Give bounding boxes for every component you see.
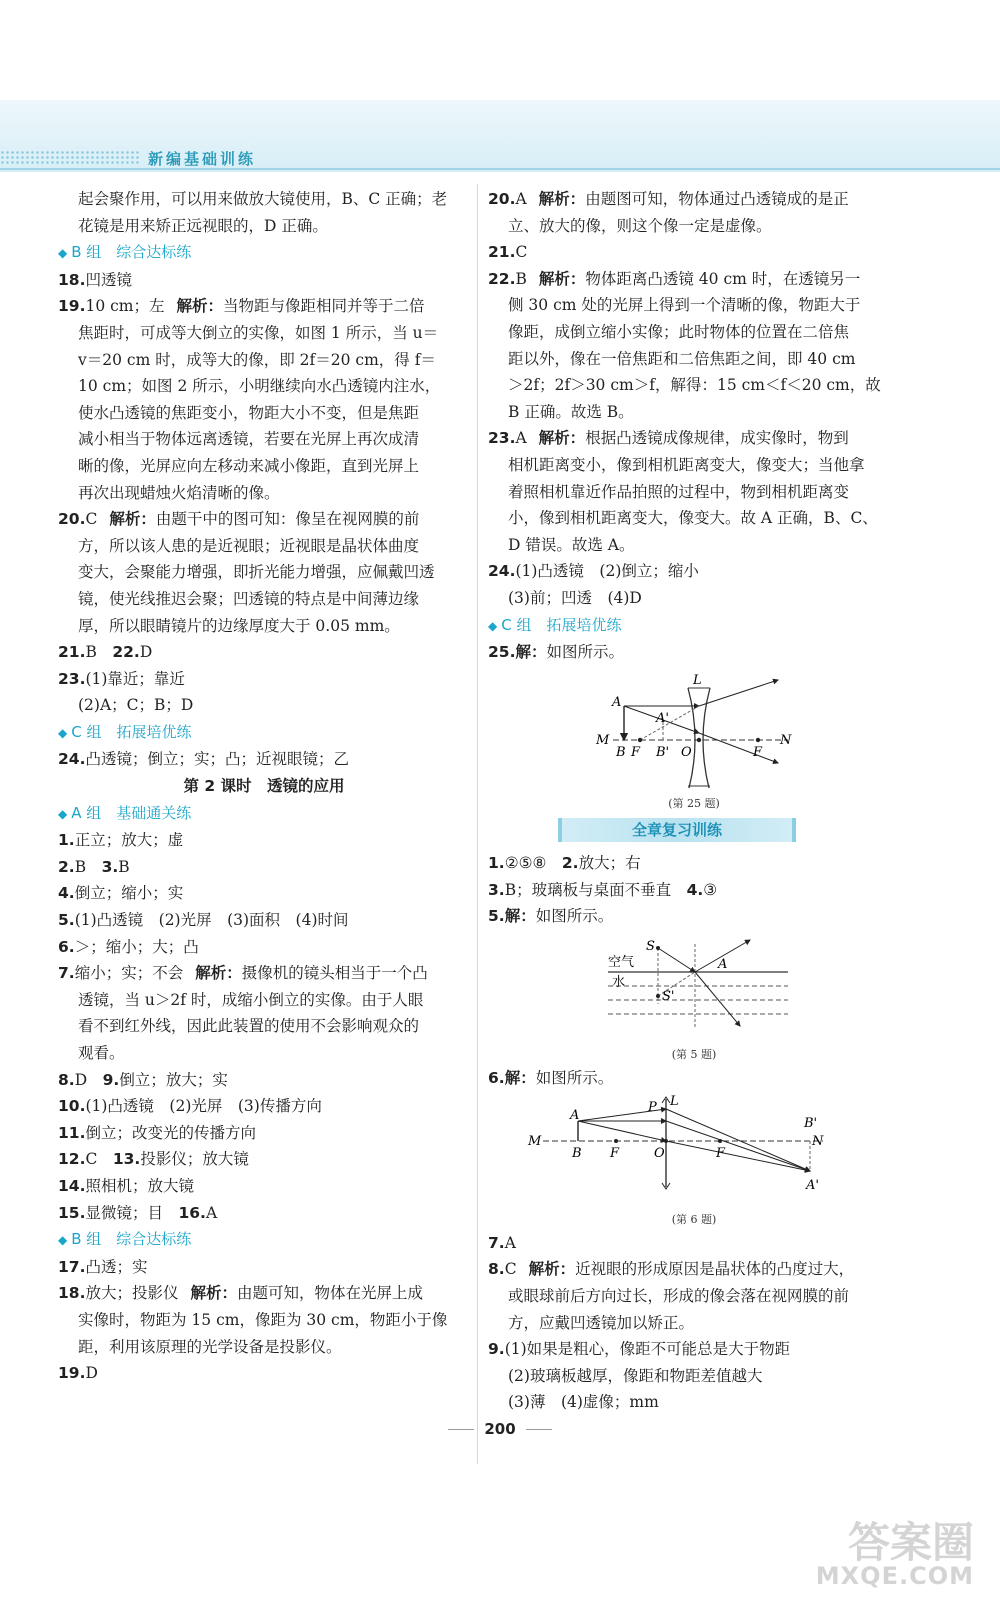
answer-text: ③ bbox=[703, 880, 718, 899]
answer-text: 距以外，像在一倍焦距和二倍焦距之间，即 40 cm bbox=[508, 349, 856, 368]
answer-text: 减小相当于物体远离透镜，若要在光屏上再次成清 bbox=[78, 430, 420, 449]
label-A: A bbox=[570, 1108, 580, 1124]
label-air: 空气 bbox=[608, 955, 635, 971]
chapter-review-banner: 全章复习训练 bbox=[558, 818, 796, 842]
group-heading-text: B 组 综合达标练 bbox=[71, 243, 192, 262]
answer-text: (1)凸透镜 (2)倒立；缩小 bbox=[515, 562, 699, 581]
label-A-prime: A' bbox=[806, 1178, 819, 1194]
answer-text: 镜，使光线推迟会聚；凹透镜的特点是中间薄边缘 bbox=[78, 589, 420, 608]
answer-line bbox=[58, 666, 470, 693]
label-B: B bbox=[616, 744, 626, 760]
question-number: 14. bbox=[58, 1176, 86, 1195]
answer-line bbox=[58, 1200, 470, 1227]
analysis-label: 解析： bbox=[190, 1284, 237, 1303]
answer-line bbox=[488, 213, 900, 240]
page-number: 200 bbox=[0, 1420, 1000, 1438]
answer-text: C bbox=[85, 1150, 113, 1169]
analysis-label: 解析： bbox=[528, 1260, 576, 1279]
question-number: 22. bbox=[112, 643, 140, 662]
answer-text: 着照相机靠近作品拍照的过程中，物到相机距离变 bbox=[508, 482, 850, 501]
answer-line bbox=[488, 505, 900, 532]
answer-text: A bbox=[515, 429, 527, 448]
analysis-label: 解析： bbox=[538, 269, 586, 288]
answer-line bbox=[488, 877, 900, 904]
answer-line bbox=[58, 186, 470, 213]
section-title: 第 2 课时 透镜的应用 bbox=[183, 777, 345, 796]
answer-text: B 正确。故选 B。 bbox=[508, 402, 634, 421]
question-number: 7. bbox=[488, 1233, 505, 1252]
answer-line bbox=[58, 854, 470, 881]
answer-line bbox=[58, 480, 470, 507]
question-number: 2. bbox=[58, 857, 75, 876]
answer-text: 放大；投影仪 bbox=[85, 1284, 179, 1303]
figure-6 bbox=[488, 1095, 900, 1228]
answer-text: (1)如果是粗心，像距不可能总是大于物距 bbox=[504, 1340, 791, 1359]
label-B-prime: B' bbox=[656, 744, 670, 760]
analysis-label: 解析： bbox=[109, 510, 156, 529]
figure-caption: (第 25 题) bbox=[668, 797, 720, 811]
label-L: L bbox=[670, 1095, 679, 1110]
answer-line bbox=[58, 1013, 470, 1040]
answer-text: v＝20 cm 时，成等大的像，即 2f＝20 cm，得 f＝ bbox=[78, 350, 436, 369]
answer-line bbox=[58, 293, 470, 320]
answer-text: (1)靠近；靠近 bbox=[85, 669, 185, 688]
question-number: 1. bbox=[488, 854, 505, 873]
answer-line bbox=[488, 532, 900, 559]
answer-line bbox=[488, 1283, 900, 1310]
question-number: 20. bbox=[58, 510, 86, 529]
answer-text: 看不到红外线，因此此装置的使用不会影响观众的 bbox=[78, 1017, 420, 1036]
label-S: S bbox=[646, 939, 655, 955]
answer-text: 像距，成倒立缩小实像；此时物体的位置在二倍焦 bbox=[508, 322, 850, 341]
group-heading bbox=[58, 800, 470, 828]
question-number: 22. bbox=[488, 269, 516, 288]
analysis-text: 物体距离凸透镜 40 cm 时，在透镜另一 bbox=[585, 269, 861, 288]
label-A: A bbox=[718, 957, 728, 973]
label-P: P bbox=[648, 1100, 657, 1116]
answer-line bbox=[58, 1120, 470, 1147]
figure-caption: (第 6 题) bbox=[671, 1212, 717, 1226]
answer-text: 透镜，当 u＞2f 时，成缩小倒立的实像。由于人眼 bbox=[78, 990, 424, 1009]
question-number: 18. bbox=[58, 1284, 86, 1303]
question-number: 18. bbox=[58, 270, 86, 289]
question-number: 16. bbox=[178, 1203, 206, 1222]
label-water: 水 bbox=[612, 975, 626, 991]
answer-text: A bbox=[515, 190, 527, 208]
answer-text: C bbox=[515, 243, 528, 262]
answer-text: 或眼球前后方向过长，形成的像会落在视网膜的前 bbox=[508, 1287, 850, 1306]
answer-text: D 错误。故选 A。 bbox=[508, 535, 635, 554]
answer-text: 变大，会聚能力增强，即折光能力增强，应佩戴凹透 bbox=[78, 563, 435, 582]
answer-line bbox=[488, 266, 900, 293]
answer-line bbox=[58, 987, 470, 1014]
answer-line bbox=[58, 1254, 470, 1281]
question-number: 17. bbox=[58, 1257, 86, 1276]
answer-line bbox=[58, 1040, 470, 1067]
answer-line bbox=[58, 267, 470, 294]
watermark-logo: 答案圈 bbox=[847, 1518, 974, 1567]
answer-text: 10 cm；左 bbox=[85, 297, 165, 316]
question-number: 7. bbox=[58, 964, 75, 983]
answer-line bbox=[58, 559, 470, 586]
question-number: 8. bbox=[488, 1260, 505, 1279]
label-M: M bbox=[528, 1134, 542, 1150]
answer-line bbox=[488, 558, 900, 585]
answer-text: 照相机；放大镜 bbox=[85, 1176, 194, 1195]
answer-text: D bbox=[85, 1364, 98, 1383]
analysis-text: 近视眼的形成原因是晶状体的凸度过大， bbox=[575, 1260, 855, 1279]
answer-line bbox=[58, 453, 470, 480]
answer-text: 解： bbox=[504, 1068, 536, 1087]
label-O: O bbox=[681, 744, 692, 760]
analysis-label: 解析： bbox=[195, 964, 242, 983]
question-number: 5. bbox=[58, 911, 75, 930]
answer-line bbox=[58, 1146, 470, 1173]
answer-text: B bbox=[118, 857, 130, 876]
answer-line bbox=[58, 934, 470, 961]
label-F-left: F bbox=[610, 1146, 620, 1162]
diamond-icon: ◆ bbox=[58, 725, 68, 740]
analysis-text: 摄像机的镜头相当于一个凸 bbox=[241, 964, 428, 983]
group-heading-text: C 组 拓展培优练 bbox=[501, 615, 622, 634]
question-number: 2. bbox=[561, 854, 579, 873]
answer-text: D bbox=[74, 1070, 103, 1089]
diamond-icon: ◆ bbox=[58, 246, 68, 261]
answer-text: 解： bbox=[515, 643, 547, 662]
answer-text: 相机距离变小，像到相机距离变大，像变大；当他拿 bbox=[508, 455, 865, 474]
answer-line bbox=[58, 1360, 470, 1387]
label-S-prime: S' bbox=[662, 989, 675, 1005]
answer-line bbox=[488, 292, 900, 319]
answer-line bbox=[488, 425, 900, 452]
figure-5 bbox=[488, 934, 900, 1063]
question-number: 23. bbox=[58, 669, 86, 688]
answer-line bbox=[488, 239, 900, 266]
answer-line bbox=[488, 186, 900, 213]
answer-line bbox=[58, 1093, 470, 1120]
answer-text: 焦距时，可成等大倒立的实像，如图 1 所示，当 u＝ bbox=[78, 323, 439, 342]
label-B-prime: B' bbox=[804, 1116, 818, 1132]
group-heading bbox=[58, 719, 470, 747]
answer-line bbox=[58, 347, 470, 374]
analysis-text: 由题图可知，物体通过凸透镜成的是正 bbox=[585, 190, 849, 208]
answer-line bbox=[58, 1307, 470, 1334]
question-number: 19. bbox=[58, 297, 86, 316]
answer-text: 倒立；放大；实 bbox=[119, 1070, 228, 1089]
question-number: 23. bbox=[488, 429, 516, 448]
answer-line bbox=[58, 426, 470, 453]
diamond-icon: ◆ bbox=[488, 618, 498, 633]
answer-text: A bbox=[205, 1203, 218, 1222]
answer-line bbox=[58, 746, 470, 773]
question-number: 15. bbox=[58, 1203, 86, 1222]
answer-line bbox=[488, 346, 900, 373]
answer-text: 厚，所以眼睛镜片的边缘厚度大于 0.05 mm。 bbox=[78, 616, 400, 635]
label-F-right: F bbox=[753, 744, 763, 760]
answer-line bbox=[488, 1389, 900, 1416]
answer-line bbox=[488, 319, 900, 346]
question-number: 11. bbox=[58, 1123, 86, 1142]
answer-line bbox=[488, 1230, 900, 1257]
question-number: 21. bbox=[488, 243, 516, 262]
label-M: M bbox=[596, 732, 610, 748]
answer-line bbox=[58, 639, 470, 666]
answer-line bbox=[488, 479, 900, 506]
question-number: 6. bbox=[488, 1068, 505, 1087]
figure-caption: (第 5 题) bbox=[671, 1047, 717, 1061]
answer-line bbox=[58, 907, 470, 934]
answer-line bbox=[58, 692, 470, 719]
answer-text: C bbox=[504, 1260, 517, 1279]
header-title: 新编基础训练 bbox=[148, 150, 257, 168]
answer-line bbox=[58, 373, 470, 400]
question-number: 24. bbox=[58, 750, 86, 769]
question-number: 3. bbox=[101, 857, 119, 876]
answer-line bbox=[488, 1256, 900, 1283]
answer-line bbox=[58, 1280, 470, 1307]
question-number: 5. bbox=[488, 907, 505, 926]
question-number: 19. bbox=[58, 1364, 86, 1383]
answer-text: (1)凸透镜 (2)光屏 (3)传播方向 bbox=[85, 1097, 322, 1116]
analysis-label: 解析： bbox=[538, 190, 586, 208]
answer-line bbox=[58, 880, 470, 907]
answer-text: (2)A；C；B；D bbox=[78, 696, 194, 715]
group-heading-text: C 组 拓展培优练 bbox=[71, 722, 192, 741]
group-heading bbox=[58, 239, 470, 267]
label-N: N bbox=[780, 732, 792, 748]
answer-text: (2)玻璃板越厚，像距和物距差值越大 bbox=[508, 1366, 763, 1385]
answer-line bbox=[488, 903, 900, 930]
answer-line bbox=[58, 1173, 470, 1200]
answer-text: 小，像到相机距离变大，像变大。故 A 正确，B、C、 bbox=[508, 509, 878, 528]
analysis-text: 由题可知，物体在光屏上成 bbox=[237, 1284, 424, 1303]
answer-line bbox=[58, 213, 470, 240]
question-number: 9. bbox=[102, 1070, 120, 1089]
figure-25 bbox=[488, 670, 900, 813]
answer-line bbox=[488, 1065, 900, 1092]
answer-text: 观看。 bbox=[78, 1044, 125, 1062]
answer-text: C bbox=[85, 510, 98, 529]
question-number: 8. bbox=[58, 1070, 75, 1089]
label-B: B bbox=[572, 1146, 582, 1162]
group-heading-text: A 组 基础通关练 bbox=[71, 803, 192, 822]
question-number: 1. bbox=[58, 831, 75, 850]
answer-line bbox=[488, 639, 900, 666]
label-A-prime: A' bbox=[656, 710, 669, 726]
analysis-text: 由题干中的图可知：像呈在视网膜的前 bbox=[155, 510, 420, 529]
answer-text: B bbox=[74, 857, 102, 876]
answer-line bbox=[58, 1334, 470, 1361]
question-number: 20. bbox=[488, 190, 516, 208]
answer-text: 倒立；改变光的传播方向 bbox=[85, 1123, 256, 1142]
answer-line bbox=[58, 506, 470, 533]
question-number: 10. bbox=[58, 1097, 86, 1116]
answer-text: 距，利用该原理的光学设备是投影仪。 bbox=[78, 1337, 342, 1356]
label-F-right: F bbox=[716, 1146, 726, 1162]
answer-line bbox=[488, 452, 900, 479]
figure-25-diagram bbox=[488, 670, 900, 788]
label-L: L bbox=[693, 672, 702, 688]
answer-text: 显微镜；目 bbox=[85, 1203, 179, 1222]
answer-text: B bbox=[85, 643, 113, 662]
answer-text: 再次出现蜡烛火焰清晰的像。 bbox=[78, 483, 280, 502]
answer-text: 10 cm；如图 2 所示，小明继续向水凸透镜内注水， bbox=[78, 377, 441, 396]
analysis-label: 解析： bbox=[538, 429, 586, 448]
answer-text: D bbox=[139, 643, 153, 662]
answer-text: 倒立；缩小；实 bbox=[74, 884, 184, 903]
question-number: 21. bbox=[58, 643, 86, 662]
question-number: 12. bbox=[58, 1150, 86, 1169]
answer-text: ＞2f；2f＞30 cm＞f，解得：15 cm＜f＜20 cm，故 bbox=[508, 376, 881, 395]
answer-text: 使水凸透镜的焦距变小，物距大小不变，但是焦距 bbox=[78, 403, 420, 422]
question-number: 25. bbox=[488, 643, 516, 662]
analysis-label: 解析： bbox=[176, 297, 224, 316]
answer-text: ＞；缩小；大；凸 bbox=[74, 937, 199, 956]
question-number: 3. bbox=[488, 880, 505, 899]
diamond-icon: ◆ bbox=[58, 1233, 68, 1248]
answer-line bbox=[488, 1363, 900, 1390]
answer-text: 方，所以该人患的是近视眼；近视眼是晶状体曲度 bbox=[78, 536, 420, 555]
answer-text: 实像时，物距为 15 cm，像距为 30 cm，物距小于像 bbox=[78, 1310, 448, 1329]
answer-line bbox=[58, 533, 470, 560]
question-number: 13. bbox=[112, 1150, 141, 1169]
answer-text: A bbox=[504, 1233, 516, 1252]
answer-line bbox=[58, 613, 470, 640]
answer-text: (1)凸透镜 (2)光屏 (3)面积 (4)时间 bbox=[74, 911, 349, 930]
answer-text: 解： bbox=[504, 907, 536, 926]
group-heading bbox=[488, 612, 900, 640]
answer-text: 侧 30 cm 处的光屏上得到一个清晰的像，物距大于 bbox=[508, 296, 861, 315]
answer-line bbox=[58, 827, 470, 854]
answer-text: 晰的像，光屏应向左移动来减小像距，直到光屏上 bbox=[78, 456, 420, 475]
answer-text: 如图所示。 bbox=[546, 643, 624, 662]
diamond-icon: ◆ bbox=[58, 806, 68, 821]
question-number: 24. bbox=[488, 562, 516, 581]
answer-line bbox=[488, 1310, 900, 1337]
answer-text: 立、放大的像，则这个像一定是虚像。 bbox=[508, 216, 772, 235]
answer-line bbox=[58, 1067, 470, 1094]
figure-5-diagram bbox=[488, 934, 900, 1038]
analysis-text: 当物距与像距相同并等于二倍 bbox=[223, 297, 425, 316]
answer-text: 放大；右 bbox=[578, 854, 641, 873]
answer-text: 缩小；实；不会 bbox=[74, 964, 184, 983]
answer-text: 花镜是用来矫正远视眼的，D 正确。 bbox=[78, 216, 328, 235]
group-heading bbox=[58, 1226, 470, 1254]
answer-line bbox=[488, 585, 900, 612]
answer-text: 凸透镜；倒立；实；凸；近视眼镜；乙 bbox=[85, 750, 349, 769]
header-dots bbox=[0, 150, 140, 164]
watermark-url: MXQE.COM bbox=[815, 1562, 974, 1590]
answer-line bbox=[488, 372, 900, 399]
question-number: 4. bbox=[686, 880, 704, 899]
question-number: 9. bbox=[488, 1340, 505, 1359]
answer-text: 正立；放大；虚 bbox=[74, 831, 184, 850]
question-number: 4. bbox=[58, 884, 75, 903]
figure-6-diagram bbox=[488, 1095, 900, 1203]
right-column bbox=[488, 186, 900, 1416]
answer-line bbox=[58, 960, 470, 987]
answer-text: 凸透；实 bbox=[85, 1257, 148, 1276]
answer-line bbox=[488, 399, 900, 426]
answer-text: B bbox=[515, 269, 527, 288]
label-N: N bbox=[812, 1134, 824, 1150]
answer-line bbox=[488, 850, 900, 877]
question-number: 6. bbox=[58, 937, 75, 956]
answer-text: 如图所示。 bbox=[535, 907, 614, 926]
answer-line bbox=[58, 400, 470, 427]
analysis-text: 根据凸透镜成像规律，成实像时，物到 bbox=[585, 429, 849, 448]
answer-text: 起会聚作用，可以用来做放大镜使用，B、C 正确；老 bbox=[78, 190, 448, 208]
answer-text: ②⑤⑧ bbox=[504, 854, 562, 873]
answer-text: 方，应戴凹透镜加以矫正。 bbox=[508, 1313, 695, 1332]
label-O: O bbox=[654, 1146, 665, 1162]
answer-text: 凹透镜 bbox=[85, 270, 132, 289]
answer-text: (3)薄 (4)虚像；mm bbox=[508, 1393, 659, 1412]
answer-text: 如图所示。 bbox=[535, 1068, 614, 1087]
answer-text: 投影仪；放大镜 bbox=[140, 1150, 249, 1169]
left-column bbox=[58, 186, 470, 1387]
label-F-left: F bbox=[631, 744, 641, 760]
answer-text: B；玻璃板与桌面不垂直 bbox=[504, 880, 687, 899]
answer-line bbox=[58, 586, 470, 613]
answer-line bbox=[58, 320, 470, 347]
header-rule bbox=[0, 168, 1000, 170]
group-heading-text: B 组 综合达标练 bbox=[71, 1230, 192, 1249]
answer-text: (3)前；凹透 (4)D bbox=[508, 588, 642, 607]
column-divider bbox=[477, 184, 478, 1464]
label-A: A bbox=[612, 694, 622, 710]
answer-line bbox=[488, 1336, 900, 1363]
